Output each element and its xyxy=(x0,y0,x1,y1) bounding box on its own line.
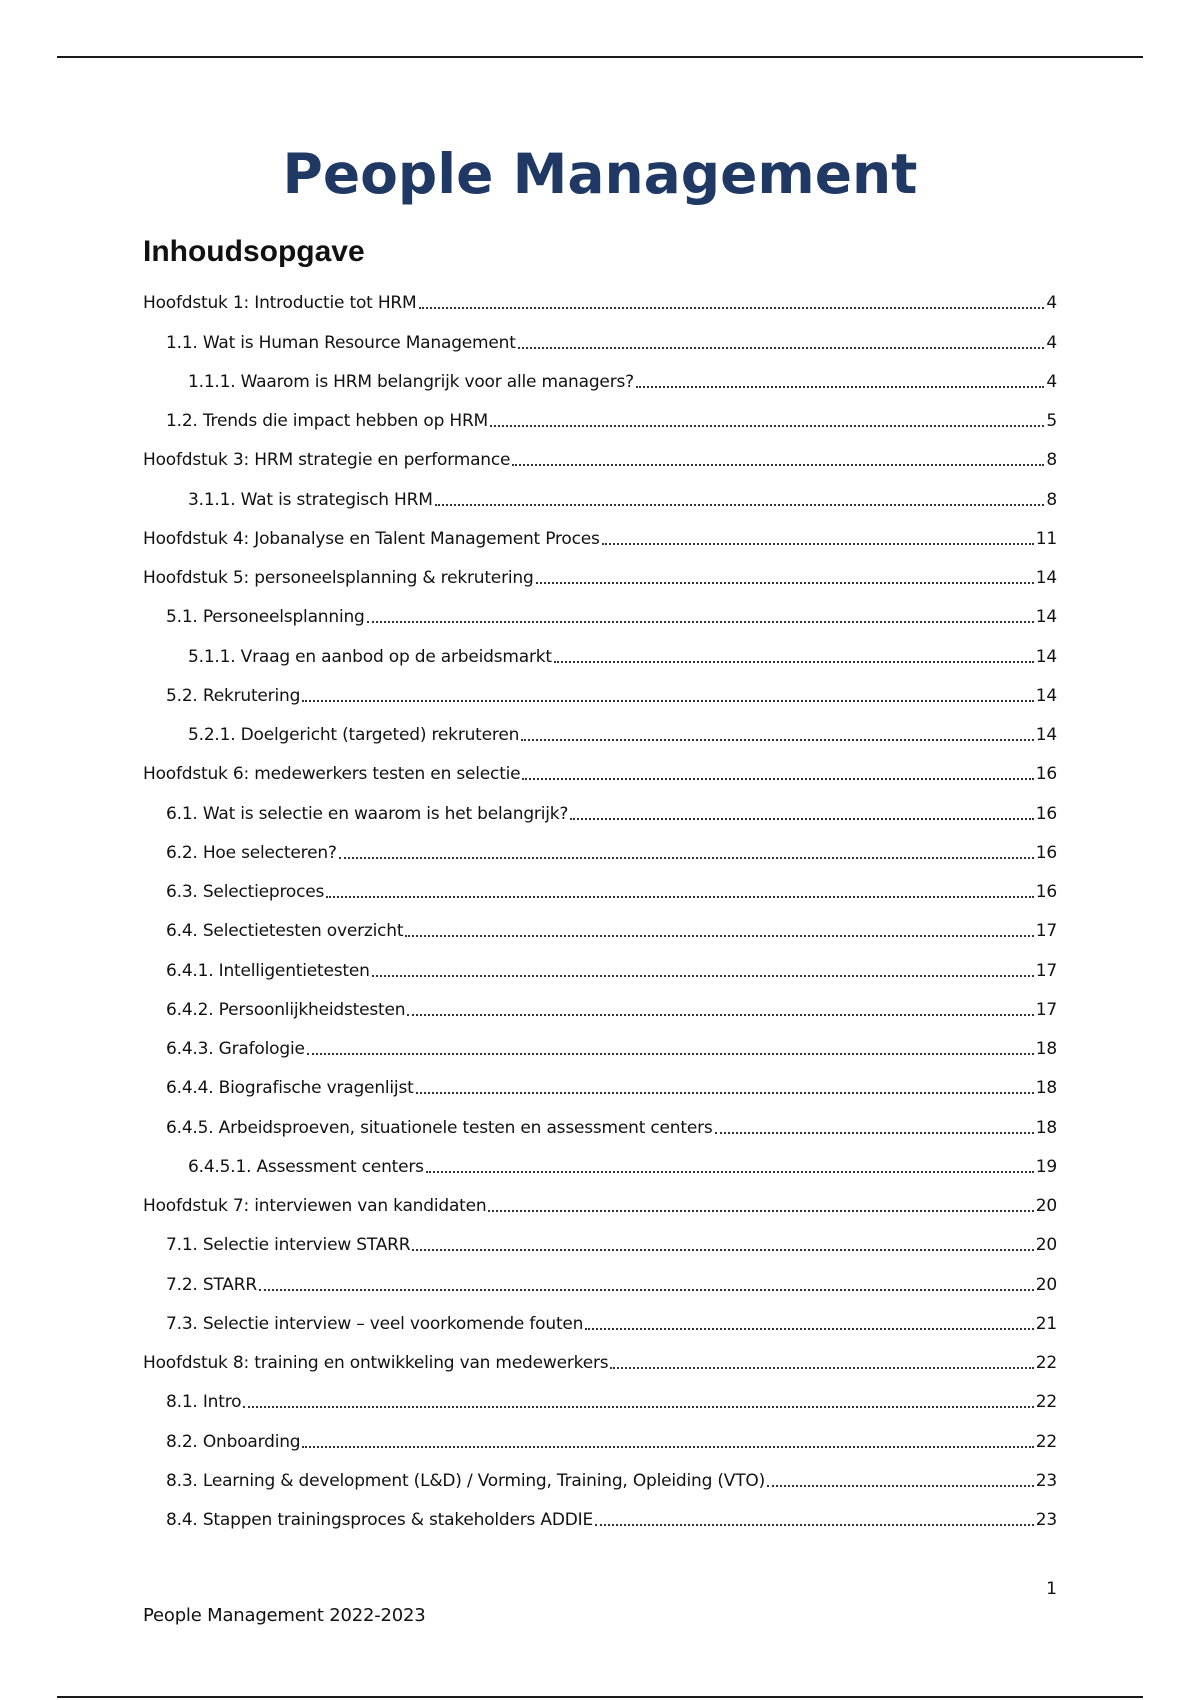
toc-entry[interactable] xyxy=(143,1026,1057,1065)
toc-entry[interactable] xyxy=(143,1340,1057,1379)
toc-entry-label: Hoofdstuk 8: training en ontwikkeling van medewerkers xyxy=(143,1353,609,1373)
toc-dot-leader xyxy=(405,935,1033,937)
toc-dot-leader xyxy=(372,975,1034,977)
toc-entry[interactable] xyxy=(143,908,1057,947)
toc-entry-label: 1.2. Trends die impact hebben op HRM xyxy=(166,411,489,431)
toc-dot-leader xyxy=(512,464,1044,466)
toc-dot-leader xyxy=(490,425,1044,427)
toc-entry-label: 8.2. Onboarding xyxy=(166,1431,301,1452)
toc-entry[interactable] xyxy=(143,1104,1057,1143)
toc-dot-leader xyxy=(407,1014,1033,1016)
toc-dot-leader xyxy=(595,1524,1034,1526)
toc-entry[interactable] xyxy=(143,1183,1057,1222)
toc-entry[interactable] xyxy=(143,1261,1057,1300)
toc-entry[interactable] xyxy=(143,1222,1057,1261)
toc-entry-label: 6.4. Selectietesten overzicht xyxy=(166,921,404,942)
toc-entry-label: 5.2. Rekrutering xyxy=(166,685,301,706)
toc-dot-leader xyxy=(522,778,1033,780)
toc-entry[interactable] xyxy=(143,1301,1057,1340)
toc-entry-label: 5.2.1. Doelgericht (targeted) rekruteren xyxy=(188,725,520,745)
toc-entry-label: 7.3. Selectie interview – veel voorkomende fouten xyxy=(166,1313,584,1334)
toc-dot-leader xyxy=(259,1289,1034,1291)
toc-entry-label: Hoofdstuk 1: Introductie tot HRM xyxy=(143,293,417,314)
toc-entry[interactable] xyxy=(143,1144,1057,1183)
toc-entry-label: 3.1.1. Wat is strategisch HRM xyxy=(188,489,433,510)
toc-entry-page: 4 xyxy=(1046,293,1057,314)
toc-entry-label: 6.4.5. Arbeidsproeven, situationele testen en assessment centers xyxy=(166,1117,713,1138)
toc-entry[interactable] xyxy=(143,869,1057,908)
toc-dot-leader xyxy=(767,1485,1034,1487)
toc-dot-leader xyxy=(554,661,1034,663)
toc-entry-page: 22 xyxy=(1035,1431,1057,1452)
toc-entry-label: 6.4.2. Persoonlijkheidstesten xyxy=(166,999,406,1020)
toc-dot-leader xyxy=(715,1132,1034,1134)
header-rule xyxy=(57,56,1143,58)
toc-entry-page: 5 xyxy=(1046,411,1057,431)
toc-entry-page: 11 xyxy=(1035,528,1057,549)
toc-entry-label: 6.2. Hoe selecteren? xyxy=(166,842,337,863)
toc-entry[interactable] xyxy=(143,712,1057,751)
toc-entry[interactable] xyxy=(143,673,1057,712)
toc-entry-page: 14 xyxy=(1035,568,1057,588)
toc-entry-page: 16 xyxy=(1035,803,1057,824)
toc-entry[interactable] xyxy=(143,516,1057,555)
toc-entry-page: 8 xyxy=(1046,489,1057,510)
toc-entry-page: 17 xyxy=(1035,999,1057,1020)
document-title: People Management xyxy=(282,142,918,206)
toc-entry[interactable] xyxy=(143,987,1057,1026)
toc-entry-page: 4 xyxy=(1046,332,1057,353)
toc-entry-label: 7.1. Selectie interview STARR xyxy=(166,1235,411,1256)
toc-entry[interactable] xyxy=(143,1497,1057,1536)
toc-entry-page: 20 xyxy=(1035,1274,1057,1295)
toc-entry-page: 22 xyxy=(1035,1392,1057,1413)
toc-entry-page: 18 xyxy=(1035,1117,1057,1138)
toc-entry[interactable] xyxy=(143,359,1057,398)
toc-dot-leader xyxy=(435,504,1045,506)
footer-rule xyxy=(57,1696,1143,1698)
toc-entry-page: 14 xyxy=(1035,646,1057,667)
toc-entry-label: 6.1. Wat is selectie en waarom is het belangrijk? xyxy=(166,803,569,824)
toc-dot-leader xyxy=(412,1249,1033,1251)
toc-entry-page: 4 xyxy=(1046,371,1057,392)
toc-dot-leader xyxy=(518,347,1045,349)
toc-entry-page: 18 xyxy=(1035,1078,1057,1099)
toc-entry-label: 6.4.5.1. Assessment centers xyxy=(188,1156,424,1177)
toc-entry[interactable] xyxy=(143,1458,1057,1497)
toc-entry-label: 7.2. STARR xyxy=(166,1274,257,1295)
toc-entry-label: Hoofdstuk 6: medewerkers testen en selectie xyxy=(143,764,521,785)
toc-entry-label: 1.1.1. Waarom is HRM belangrijk voor alle managers? xyxy=(188,371,634,392)
toc-dot-leader xyxy=(426,1171,1034,1173)
toc-entry-page: 18 xyxy=(1035,1039,1057,1059)
toc-entry-label: 6.4.4. Biografische vragenlijst xyxy=(166,1078,414,1099)
toc-entry-page: 21 xyxy=(1035,1313,1057,1334)
toc-entry[interactable] xyxy=(143,751,1057,790)
toc-entry[interactable] xyxy=(143,437,1057,476)
toc-entry-page: 14 xyxy=(1035,685,1057,706)
toc-entry[interactable] xyxy=(143,790,1057,829)
toc-entry-page: 23 xyxy=(1035,1510,1057,1530)
toc-dot-leader xyxy=(326,896,1034,898)
toc-entry[interactable] xyxy=(143,1065,1057,1104)
toc-entry-page: 14 xyxy=(1035,607,1057,628)
toc-dot-leader xyxy=(302,1446,1033,1448)
toc-entry-label: 8.4. Stappen trainingsproces & stakeholders ADDIE xyxy=(166,1510,593,1530)
toc-entry-page: 23 xyxy=(1035,1470,1057,1491)
toc-dot-leader xyxy=(536,582,1034,584)
toc-entry-label: Hoofdstuk 7: interviewen van kandidaten xyxy=(143,1196,487,1216)
toc-dot-leader xyxy=(521,739,1034,741)
toc-entry[interactable] xyxy=(143,1379,1057,1418)
toc-entry-label: Hoofdstuk 3: HRM strategie en performance xyxy=(143,450,511,471)
toc-entry[interactable] xyxy=(143,319,1057,358)
toc-dot-leader xyxy=(367,621,1034,623)
toc-entry-label: 6.3. Selectieproces xyxy=(166,882,325,902)
toc-entry-page: 8 xyxy=(1046,450,1057,471)
toc-entry[interactable] xyxy=(143,476,1057,515)
toc-entry-label: 5.1.1. Vraag en aanbod op de arbeidsmarkt xyxy=(188,646,552,667)
toc-entry-label: 8.3. Learning & development (L&D) / Vorming, Training, Opleiding (VTO) xyxy=(166,1470,766,1491)
toc-dot-leader xyxy=(636,386,1044,388)
toc-entry[interactable] xyxy=(143,594,1057,633)
toc-entry-label: 5.1. Personeelsplanning xyxy=(166,607,365,628)
footer-text: People Management 2022-2023 xyxy=(143,1605,426,1626)
toc-dot-leader xyxy=(307,1053,1034,1055)
toc-entry-page: 16 xyxy=(1035,882,1057,902)
toc-heading: Inhoudsopgave xyxy=(143,235,365,268)
toc-entry[interactable] xyxy=(143,280,1057,319)
toc-entry-label: 8.1. Intro xyxy=(166,1392,242,1413)
toc-entry-page: 16 xyxy=(1035,764,1057,785)
toc-dot-leader xyxy=(602,543,1034,545)
toc-dot-leader xyxy=(488,1210,1033,1212)
toc-entry[interactable] xyxy=(143,1418,1057,1457)
toc-entry-page: 22 xyxy=(1035,1353,1057,1373)
toc-dot-leader xyxy=(610,1367,1033,1369)
toc-dot-leader xyxy=(243,1406,1033,1408)
toc-entry-page: 17 xyxy=(1035,921,1057,942)
toc-entry-label: Hoofdstuk 5: personeelsplanning & rekrutering xyxy=(143,568,534,588)
toc-entry[interactable] xyxy=(143,633,1057,672)
toc-entry-label: Hoofdstuk 4: Jobanalyse en Talent Management Proces xyxy=(143,528,600,549)
toc-entry-label: 1.1. Wat is Human Resource Management xyxy=(166,332,516,353)
table-of-contents xyxy=(143,280,1057,1536)
toc-entry[interactable] xyxy=(143,947,1057,986)
toc-dot-leader xyxy=(570,818,1034,820)
toc-entry-page: 20 xyxy=(1035,1196,1057,1216)
toc-entry-page: 14 xyxy=(1035,725,1057,745)
toc-dot-leader xyxy=(585,1328,1034,1330)
toc-entry-page: 19 xyxy=(1035,1156,1057,1177)
toc-dot-leader xyxy=(339,857,1034,859)
toc-entry[interactable] xyxy=(143,830,1057,869)
toc-entry[interactable] xyxy=(143,398,1057,437)
toc-entry[interactable] xyxy=(143,555,1057,594)
toc-entry-page: 20 xyxy=(1035,1235,1057,1256)
toc-dot-leader xyxy=(419,307,1045,309)
toc-entry-label: 6.4.1. Intelligentietesten xyxy=(166,960,370,981)
toc-entry-label: 6.4.3. Grafologie xyxy=(166,1039,305,1059)
page-number: 1 xyxy=(1046,1579,1057,1599)
toc-entry-page: 17 xyxy=(1035,960,1057,981)
toc-entry-page: 16 xyxy=(1035,842,1057,863)
toc-dot-leader xyxy=(416,1092,1034,1094)
toc-dot-leader xyxy=(302,700,1034,702)
